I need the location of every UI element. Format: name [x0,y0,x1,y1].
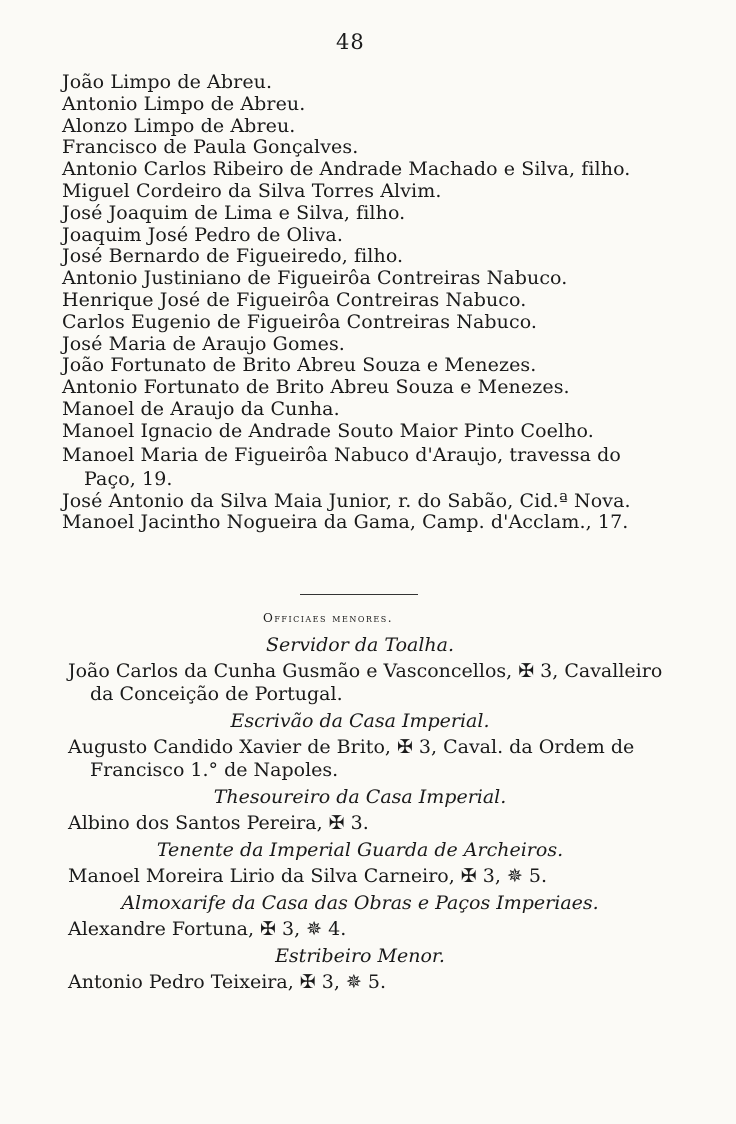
officers-list [0,630,736,994]
office-title: Servidor da Toalha. [265,634,455,656]
list-item: Joaquim José Pedro de Oliva. [62,223,343,246]
office-title: Almoxarife da Casa das Obras e Paços Imperiaes. [121,892,599,914]
list-item: Manoel Jacintho Nogueira da Gama, Camp. d'Acclam., 17. [62,511,629,534]
office-title: Escrivão da Casa Imperial. [230,710,490,732]
office-holder: Alexandre Fortuna, ✠ 3, ✵ 4. [68,918,347,940]
list-item: Manoel de Araujo da Cunha. [62,397,340,420]
office-holder: Antonio Pedro Teixeira, ✠ 3, ✵ 5. [68,971,386,993]
section-heading: Officiaes menores. [263,611,394,625]
list-item: Antonio Limpo de Abreu. [62,92,306,115]
list-item: José Antonio da Silva Maia Junior, r. do Sabão, Cid.ª Nova. [62,489,631,512]
office-holder: Albino dos Santos Pereira, ✠ 3. [68,812,369,834]
office-title: Estribeiro Menor. [275,945,445,967]
list-item: João Fortunato de Brito Abreu Souza e Menezes. [62,354,537,377]
office-title: Thesoureiro da Casa Imperial. [213,786,507,808]
page-number: 48 [336,30,365,54]
list-item: Henrique José de Figueirôa Contreiras Nabuco. [62,288,527,311]
list-item: Carlos Eugenio de Figueirôa Contreiras Nabuco. [62,310,538,333]
list-item: José Joaquim de Lima e Silva, filho. [62,201,406,224]
list-item: Alonzo Limpo de Abreu. [62,114,296,137]
section-divider [300,594,418,595]
list-item: Antonio Carlos Ribeiro de Andrade Machado e Silva, filho. [62,158,631,181]
list-item: Francisco de Paula Gonçalves. [62,136,359,159]
office-holder: João Carlos da Cunha Gusmão e Vasconcellos, ✠ 3, Cavalleiro da Conceição de Portugal. [68,660,663,705]
list-item: Antonio Justiniano de Figueirôa Contreiras Nabuco. [62,267,568,290]
list-item: João Limpo de Abreu. [62,71,273,93]
list-item: Antonio Fortunato de Brito Abreu Souza e Menezes. [62,376,570,399]
list-item: Manoel Maria de Figueirôa Nabuco d'Araujo, travessa do Paço, 19. [62,443,621,490]
list-item: José Maria de Araujo Gomes. [62,332,345,355]
office-holder: Augusto Candido Xavier de Brito, ✠ 3, Caval. da Ordem de Francisco 1.° de Napoles. [68,736,635,781]
names-list [62,72,662,534]
office-holder: Manoel Moreira Lirio da Silva Carneiro, ✠ 3, ✵ 5. [68,865,548,887]
list-item: José Bernardo de Figueiredo, filho. [62,245,404,268]
list-item: Miguel Cordeiro da Silva Torres Alvim. [62,179,442,202]
list-item: Manoel Ignacio de Andrade Souto Maior Pinto Coelho. [62,419,594,442]
office-title: Tenente da Imperial Guarda de Archeiros. [156,839,564,861]
